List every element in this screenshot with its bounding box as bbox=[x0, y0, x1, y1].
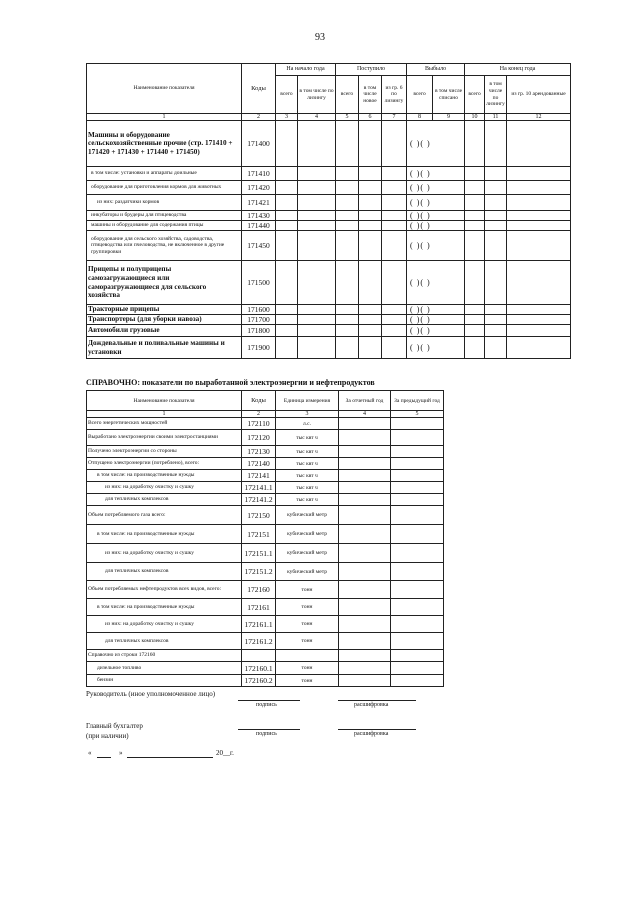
row-unit: кубический метр bbox=[276, 563, 339, 581]
row-name: для тепличных комплексов bbox=[87, 633, 242, 650]
row-unit: л.с. bbox=[276, 418, 339, 430]
col-number: 4 bbox=[298, 114, 336, 121]
row-unit: кубический метр bbox=[276, 544, 339, 563]
accountant-sign-line bbox=[238, 729, 300, 730]
row-code: 171450 bbox=[242, 231, 276, 261]
table-row bbox=[87, 458, 444, 470]
row-code: 172141 bbox=[242, 470, 276, 482]
row-name: оборудование для приготовления кормов для животных bbox=[87, 181, 242, 195]
row-name: в том числе: установки и аппараты доильные bbox=[87, 167, 242, 181]
section-title: СПРАВОЧНО: показатели по выработанной электроэнергии и нефтепродуктов bbox=[86, 378, 375, 387]
table-row bbox=[87, 482, 444, 494]
table-row bbox=[87, 167, 571, 181]
equipment-table bbox=[86, 63, 571, 359]
table-row bbox=[87, 211, 571, 221]
table-row bbox=[87, 221, 571, 231]
header-income-total: всего bbox=[336, 76, 359, 114]
row-name: дизельное топливо bbox=[87, 662, 242, 675]
row-name: Транспортеры (для уборки навоза) bbox=[87, 315, 242, 325]
header-name: Наименование показателя bbox=[87, 64, 242, 114]
row-unit: кубический метр bbox=[276, 506, 339, 525]
energy-table bbox=[86, 390, 444, 687]
row-code: 171900 bbox=[242, 337, 276, 359]
row-code: 172161.1 bbox=[242, 616, 276, 633]
table-row bbox=[87, 544, 444, 563]
col-number: 4 bbox=[339, 411, 391, 418]
col-number: 5 bbox=[391, 411, 444, 418]
header-code: Коды bbox=[242, 64, 276, 114]
header-name: Наименование показателя bbox=[87, 391, 242, 411]
row-name: Дождевальные и поливальные машины и установки bbox=[87, 337, 242, 359]
row-name: из них: на доработку очистку и сушку bbox=[87, 544, 242, 563]
header-end-rented: из гр. 10 арендованные bbox=[507, 76, 571, 114]
row-unit: тыс квт ч bbox=[276, 458, 339, 470]
row-code: 172160 bbox=[242, 581, 276, 599]
row-unit bbox=[276, 650, 339, 662]
row-code: 172140 bbox=[242, 458, 276, 470]
col-number: 2 bbox=[242, 411, 276, 418]
row-code: 171440 bbox=[242, 221, 276, 231]
table-row bbox=[87, 315, 571, 325]
row-bracket: ( )( ) bbox=[407, 181, 465, 195]
header-out-total: всего bbox=[407, 76, 433, 114]
date-close-quote: » bbox=[119, 749, 123, 757]
row-bracket: ( )( ) bbox=[407, 195, 465, 211]
header-out: Выбыло bbox=[407, 64, 465, 76]
row-code bbox=[242, 650, 276, 662]
header-income-leasing: из гр. 6 по лизингу bbox=[382, 76, 407, 114]
row-code: 172151.2 bbox=[242, 563, 276, 581]
table-row bbox=[87, 599, 444, 616]
row-code: 171420 bbox=[242, 181, 276, 195]
row-code: 172160.2 bbox=[242, 675, 276, 687]
row-unit: тонн bbox=[276, 581, 339, 599]
row-unit: тыс квт ч bbox=[276, 446, 339, 458]
table-row bbox=[87, 418, 444, 430]
accountant-label: Главный бухгалтер bbox=[86, 722, 143, 730]
table-row bbox=[87, 470, 444, 482]
table-row bbox=[87, 337, 571, 359]
table-row bbox=[87, 563, 444, 581]
table-row bbox=[87, 195, 571, 211]
row-code: 172120 bbox=[242, 430, 276, 446]
accountant-decode-caption: расшифровка bbox=[354, 731, 389, 737]
header-begin: На начало года bbox=[276, 64, 336, 76]
col-number: 1 bbox=[87, 114, 242, 121]
col-number: 6 bbox=[359, 114, 382, 121]
col-number: 3 bbox=[276, 114, 298, 121]
row-bracket: ( )( ) bbox=[407, 211, 465, 221]
table-row bbox=[87, 181, 571, 195]
row-bracket: ( )( ) bbox=[407, 231, 465, 261]
table-row bbox=[87, 121, 571, 167]
head-sign-caption: подпись bbox=[256, 702, 277, 708]
table-row bbox=[87, 650, 444, 662]
header-prev-year: За предыдущий год bbox=[391, 391, 444, 411]
accountant-decode-line bbox=[338, 729, 416, 730]
row-unit: тонн bbox=[276, 599, 339, 616]
row-code: 172151 bbox=[242, 525, 276, 544]
row-code: 171410 bbox=[242, 167, 276, 181]
row-name: для тепличных комплексов bbox=[87, 563, 242, 581]
row-code: 172130 bbox=[242, 446, 276, 458]
row-bracket: ( )( ) bbox=[407, 325, 465, 337]
col-number: 8 bbox=[407, 114, 433, 121]
row-unit: тыс квт ч bbox=[276, 430, 339, 446]
table-row bbox=[87, 616, 444, 633]
row-name: Всего энергетических мощностей bbox=[87, 418, 242, 430]
table-row bbox=[87, 325, 571, 337]
head-decode-line bbox=[338, 700, 416, 701]
col-number: 5 bbox=[336, 114, 359, 121]
row-name: в том числе: на производственные нужды bbox=[87, 525, 242, 544]
header-out-writtenoff: в том числе списано bbox=[433, 76, 465, 114]
row-unit: тонн bbox=[276, 662, 339, 675]
header-income: Поступило bbox=[336, 64, 407, 76]
col-number: 9 bbox=[433, 114, 465, 121]
row-name: для тепличных комплексов bbox=[87, 494, 242, 506]
header-end-total: всего bbox=[465, 76, 485, 114]
row-code: 171421 bbox=[242, 195, 276, 211]
col-number: 2 bbox=[242, 114, 276, 121]
table-row bbox=[87, 231, 571, 261]
date-open-quote: « bbox=[88, 749, 92, 757]
header-begin-leasing: в том числе по лизингу bbox=[298, 76, 336, 114]
row-code: 172161 bbox=[242, 599, 276, 616]
row-code: 172150 bbox=[242, 506, 276, 525]
row-name: Отпущено электроэнергии (потреблено), всего: bbox=[87, 458, 242, 470]
row-unit: кубический метр bbox=[276, 525, 339, 544]
col-number: 7 bbox=[382, 114, 407, 121]
row-name: из них: на доработку очистку и сушку bbox=[87, 482, 242, 494]
table-row bbox=[87, 305, 571, 315]
row-name: Машины и оборудование сельскохозяйственные прочие (стр. 171410 + 171420 + 171430 + 171440 + 171450) bbox=[87, 121, 242, 167]
row-code: 171700 bbox=[242, 315, 276, 325]
row-name: Справочно из строки 172160 bbox=[87, 650, 242, 662]
row-code: 171400 bbox=[242, 121, 276, 167]
date-month-line bbox=[127, 757, 213, 758]
table-row bbox=[87, 506, 444, 525]
header-end-leasing: в том числе по лизингу bbox=[485, 76, 507, 114]
head-decode-caption: расшифровка bbox=[354, 702, 389, 708]
table-row bbox=[87, 261, 571, 305]
date-day-line bbox=[97, 757, 111, 758]
row-code: 171430 bbox=[242, 211, 276, 221]
header-income-new: в том числе новое bbox=[359, 76, 382, 114]
col-number: 3 bbox=[276, 411, 339, 418]
row-name: Выработано электроэнергии своими электростанциями bbox=[87, 430, 242, 446]
row-name: Автомобили грузовые bbox=[87, 325, 242, 337]
col-number: 1 bbox=[87, 411, 242, 418]
header-end: На конец года bbox=[465, 64, 571, 76]
row-code: 171600 bbox=[242, 305, 276, 315]
row-code: 171800 bbox=[242, 325, 276, 337]
header-report-year: За отчетный год bbox=[339, 391, 391, 411]
header-code: Коды bbox=[242, 391, 276, 411]
row-name: Прицепы и полуприцепы самозагружающиеся или саморазгружающиеся для сельского хозяйства bbox=[87, 261, 242, 305]
accountant-sign-caption: подпись bbox=[256, 731, 277, 737]
row-bracket: ( )( ) bbox=[407, 121, 465, 167]
col-number: 12 bbox=[507, 114, 571, 121]
date-year: 20__г. bbox=[216, 749, 234, 757]
row-code: 172110 bbox=[242, 418, 276, 430]
row-code: 171500 bbox=[242, 261, 276, 305]
row-unit: тыс квт ч bbox=[276, 494, 339, 506]
table-row bbox=[87, 494, 444, 506]
header-begin-total: всего bbox=[276, 76, 298, 114]
row-bracket: ( )( ) bbox=[407, 221, 465, 231]
row-bracket: ( )( ) bbox=[407, 261, 465, 305]
row-unit: тонн bbox=[276, 633, 339, 650]
row-unit: тонн bbox=[276, 675, 339, 687]
table-row bbox=[87, 662, 444, 675]
table-row bbox=[87, 430, 444, 446]
table-row bbox=[87, 525, 444, 544]
table-row bbox=[87, 446, 444, 458]
row-code: 172161.2 bbox=[242, 633, 276, 650]
page-number: 93 bbox=[315, 32, 325, 43]
row-name: в том числе: на производственные нужды bbox=[87, 470, 242, 482]
row-bracket: ( )( ) bbox=[407, 337, 465, 359]
row-unit: тонн bbox=[276, 616, 339, 633]
accountant-note: (при наличии) bbox=[86, 732, 129, 740]
row-code: 172141.1 bbox=[242, 482, 276, 494]
row-bracket: ( )( ) bbox=[407, 167, 465, 181]
row-unit: тыс квт ч bbox=[276, 482, 339, 494]
row-name: из них: раздатчики кормов bbox=[87, 195, 242, 211]
row-name: из них: на доработку очистку и сушку bbox=[87, 616, 242, 633]
row-name: инкубаторы и брудеры для птицеводства bbox=[87, 211, 242, 221]
header-unit: Единица измерения bbox=[276, 391, 339, 411]
row-name: Объем потребляемых нефтепродуктов всех видов, всего: bbox=[87, 581, 242, 599]
row-name: Тракторные прицепы bbox=[87, 305, 242, 315]
row-bracket: ( )( ) bbox=[407, 305, 465, 315]
row-name: Объем потребляемого газа всего: bbox=[87, 506, 242, 525]
table-row bbox=[87, 675, 444, 687]
col-number: 11 bbox=[485, 114, 507, 121]
row-name: машины и оборудование для содержания птицы bbox=[87, 221, 242, 231]
head-sign-line bbox=[238, 700, 300, 701]
row-name: бензин bbox=[87, 675, 242, 687]
row-code: 172141.2 bbox=[242, 494, 276, 506]
row-code: 172151.1 bbox=[242, 544, 276, 563]
col-number: 10 bbox=[465, 114, 485, 121]
row-name: Получено электроэнергии со стороны bbox=[87, 446, 242, 458]
table-row bbox=[87, 581, 444, 599]
head-label: Руководитель (иное уполномоченное лицо) bbox=[86, 690, 216, 698]
row-name: в том числе: на производственные нужды bbox=[87, 599, 242, 616]
row-bracket: ( )( ) bbox=[407, 315, 465, 325]
table-row bbox=[87, 633, 444, 650]
row-unit: тыс квт ч bbox=[276, 470, 339, 482]
row-code: 172160.1 bbox=[242, 662, 276, 675]
row-name: оборудование для сельского хозяйства, садоводства, птицеводства или пчеловодства, не включенное в другие группировки bbox=[87, 231, 242, 261]
